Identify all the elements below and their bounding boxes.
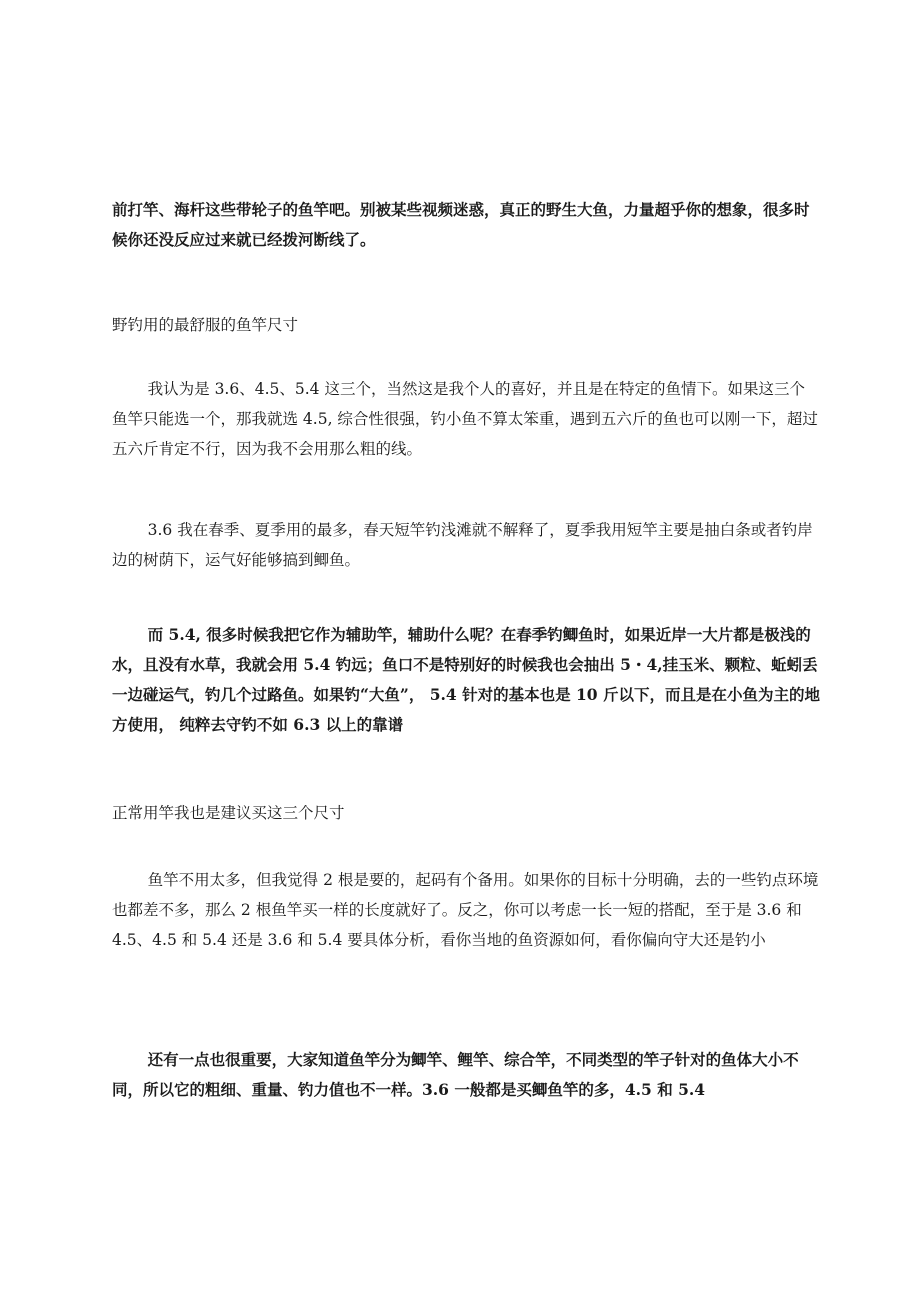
section-heading-rod-sizes: 野钓用的最舒服的鱼竿尺寸 bbox=[112, 316, 299, 334]
section-heading-recommend: 正常用竿我也是建议买这三个尺寸 bbox=[112, 804, 345, 822]
paragraph-rod-count: 鱼竿不用太多，但我觉得 2 根是要的，起码有个备用。如果你的目标十分明确，去的一些钓点环境也都差不多，那么 2 根鱼竿买一样的长度就好了。反之，你可以考虑一长一短的搭配，至于是 3.6 和 4.5、4.5 和 5.4 还是 3.6 和 5.4 要具体分析，看你当地的鱼资源如何，看你偏向守大还是钓小 bbox=[112, 871, 819, 949]
paragraph-5-4-usage: 而 5.4, 很多时候我把它作为辅助竿，辅助什么呢？在春季钓鲫鱼时，如果近岸一大片都是极浅的水，且没有水草，我就会用 5.4 钓远；鱼口不是特别好的时候我也会抽出 5・4,挂玉米、颗粒、蚯蚓丢一边碰运气，钓几个过路鱼。如果钓“大鱼”， 5.4 针对的基本也是 10 斤以下，而且是在小鱼为主的地方使用， 纯粹去守钓不如 6.3 以上的靠谱 bbox=[112, 625, 820, 734]
paragraph-rod-types: 还有一点也很重要，大家知道鱼竿分为鲫竿、鲤竿、综合竿，不同类型的竿子针对的鱼体大小不同，所以它的粗细、重量、钓力值也不一样。3.6 一般都是买鲫鱼竿的多，4.5 和 5.4 bbox=[112, 1050, 799, 1099]
paragraph-intro: 前打竿、海杆这些带轮子的鱼竿吧。别被某些视频迷惑，真正的野生大鱼，力量超乎你的想象，很多时候你还没反应过来就已经拨河断线了。 bbox=[112, 200, 810, 249]
paragraph-3-6-usage: 3.6 我在春季、夏季用的最多，春天短竿钓浅滩就不解释了，夏季我用短竿主要是抽白条或者钓岸边的树荫下，运气好能够搞到鲫鱼。 bbox=[112, 521, 813, 569]
paragraph-favorite-sizes: 我认为是 3.6、4.5、5.4 这三个，当然这是我个人的喜好，并且是在特定的鱼情下。如果这三个鱼竿只能选一个，那我就选 4.5, 综合性很强，钓小鱼不算太笨重，遇到五六斤的鱼也可以刚一下，超过五六斤肯定不行，因为我不会用那么粗的线。 bbox=[112, 380, 818, 458]
